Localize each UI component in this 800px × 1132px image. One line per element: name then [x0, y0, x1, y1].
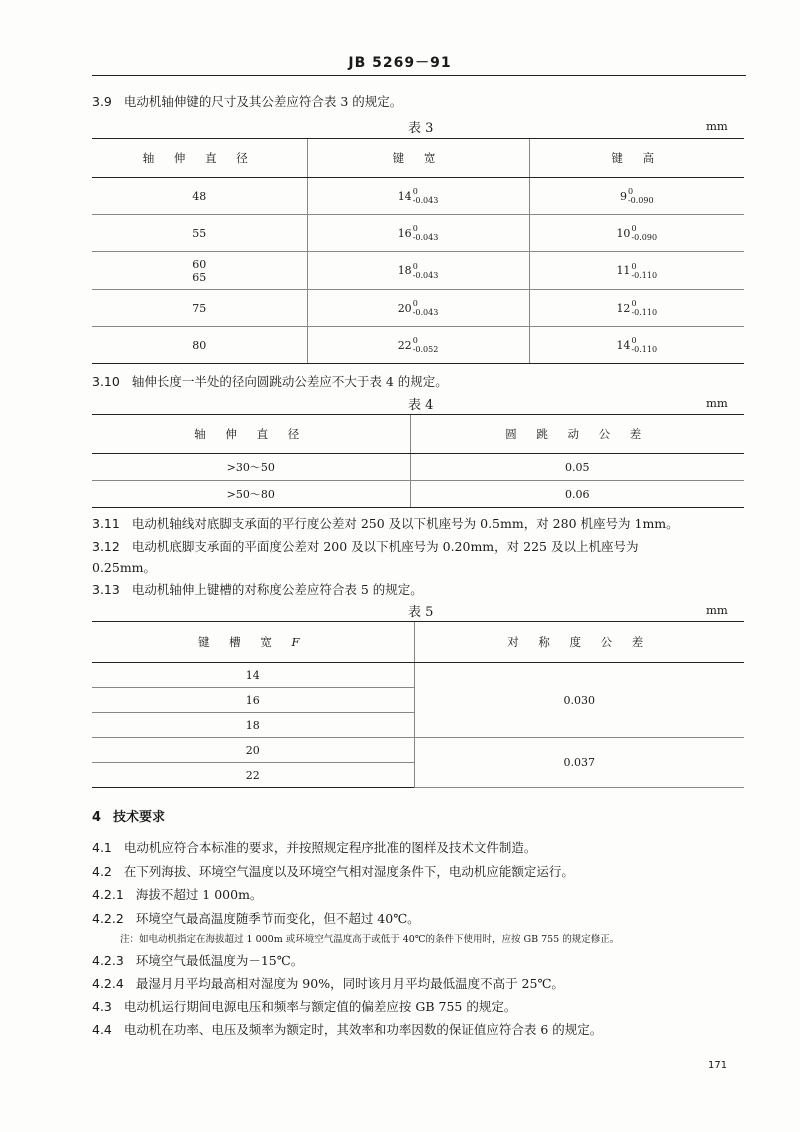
clause-3-12-cont: 0.25mm。	[92, 560, 157, 575]
tolerance-cell: 0.05	[410, 454, 744, 481]
table-row	[92, 481, 744, 508]
diameter-cell: 48	[92, 178, 307, 215]
table-row	[92, 178, 744, 215]
table3-caption: 表 3	[408, 121, 434, 136]
clause-3-13	[92, 580, 423, 598]
key-height-cell: 12 0 -0.110	[529, 290, 744, 327]
key-width-cell: 20 0 -0.043	[307, 290, 529, 327]
clause-number: 3.11	[92, 516, 120, 531]
table4-unit: mm	[706, 396, 728, 410]
clause-4-3: 4.3 电动机运行期间电源电压和频率与额定值的偏差应按 GB 755 的规定。	[92, 999, 517, 1014]
header-rule	[92, 75, 746, 76]
diameter-cell: 60 65	[92, 252, 307, 290]
keyway-width-cell: 18	[92, 713, 414, 738]
table-row	[92, 327, 744, 364]
clause-4-4: 4.4 电动机在功率、电压及频率为额定时，其效率和功率因数的保证值应符合表 6 的规定。	[92, 1022, 603, 1037]
table3-unit: mm	[706, 119, 728, 133]
table5-header-row	[92, 622, 744, 663]
diameter-cell: >30～50	[92, 454, 410, 481]
keyway-width-cell: 14	[92, 663, 414, 688]
clause-number: 3.10	[92, 374, 120, 389]
table-row	[92, 738, 744, 763]
table3-header-row	[92, 139, 744, 178]
table-row	[92, 290, 744, 327]
clause-3-12	[92, 537, 638, 555]
table-row	[92, 454, 744, 481]
table4-header-row	[92, 415, 744, 454]
table4-caption: 表 4	[408, 398, 434, 413]
key-height-cell: 10 0 -0.090	[529, 215, 744, 252]
table-row	[92, 215, 744, 252]
table4	[92, 414, 744, 508]
key-height-cell: 11 0 -0.110	[529, 252, 744, 290]
clause-text: 轴伸长度一半处的径向圆跳动公差应不大于表 4 的规定。	[131, 374, 448, 389]
clause-4-2: 4.2 在下列海拔、环境空气温度以及环境空气相对湿度条件下，电动机应能额定运行。	[92, 864, 574, 879]
table5-unit: mm	[706, 603, 728, 617]
table-row	[92, 663, 744, 688]
clause-number: 3.9	[92, 94, 112, 109]
col-header-key-width: 键 宽	[307, 139, 529, 178]
diameter-cell: 55	[92, 215, 307, 252]
clause-4-2-2: 4.2.2 环境空气最高温度随季节而变化，但不超过 40℃。	[92, 911, 420, 926]
table3	[92, 138, 744, 364]
symmetry-tolerance-cell: 0.030	[414, 663, 744, 738]
diameter-cell: 80	[92, 327, 307, 364]
clause-text: 电动机轴伸键的尺寸及其公差应符合表 3 的规定。	[123, 94, 403, 109]
keyway-width-cell: 16	[92, 688, 414, 713]
clause-text: 电动机轴伸上键槽的对称度公差应符合表 5 的规定。	[131, 582, 423, 597]
table-row	[92, 252, 744, 290]
col-header-symmetry: 对 称 度 公 差	[414, 622, 744, 663]
clause-3-11	[92, 514, 679, 532]
tolerance-cell: 0.06	[410, 481, 744, 508]
table5	[92, 621, 744, 788]
col-header-key-height: 键 高	[529, 139, 744, 178]
key-width-cell: 18 0 -0.043	[307, 252, 529, 290]
standard-header: JB 5269－91	[348, 55, 452, 71]
diameter-cell: 75	[92, 290, 307, 327]
clause-text: 电动机底脚支承面的平面度公差对 200 及以下机座号为 0.20mm，对 225 及以上机座号为	[131, 539, 639, 554]
clause-4-2-3: 4.2.3 环境空气最低温度为－15℃。	[92, 953, 304, 968]
key-width-cell: 16 0 -0.043	[307, 215, 529, 252]
clause-4-1: 4.1 电动机应符合本标准的要求，并按照规定程序批准的图样及技术文件制造。	[92, 840, 537, 855]
diameter-cell: >50～80	[92, 481, 410, 508]
clause-text: 电动机轴线对底脚支承面的平行度公差对 250 及以下机座号为 0.5mm，对 280 机座号为 1mm。	[131, 516, 679, 531]
clause-4-2-1: 4.2.1 海拔不超过 1 000m。	[92, 887, 263, 902]
col-header-keyway-width: 键 槽 宽 F	[92, 622, 414, 663]
keyway-width-cell: 20	[92, 738, 414, 763]
note: 注：如电动机指定在海拔超过 1 000m 或环境空气温度高于或低于 40℃的条件下使用时，应按 GB 755 的规定修正。	[120, 934, 620, 945]
key-width-cell: 14 0 -0.043	[307, 178, 529, 215]
section-4-heading: 4 技术要求	[92, 810, 166, 825]
symmetry-tolerance-cell: 0.037	[414, 738, 744, 788]
clause-number: 3.13	[92, 582, 120, 597]
key-height-cell: 14 0 -0.110	[529, 327, 744, 364]
clause-number: 3.12	[92, 539, 120, 554]
col-header-diameter: 轴 伸 直 径	[92, 139, 307, 178]
page-number: 171	[708, 1060, 728, 1071]
keyway-width-cell: 22	[92, 763, 414, 788]
col-header-runout: 圆 跳 动 公 差	[410, 415, 744, 454]
table5-caption: 表 5	[408, 605, 434, 620]
clause-3-9	[92, 92, 402, 110]
clause-4-2-4: 4.2.4 最湿月月平均最高相对湿度为 90%，同时该月月平均最低温度不高于 25℃。	[92, 976, 564, 991]
key-width-cell: 22 0 -0.052	[307, 327, 529, 364]
key-height-cell: 9 0 -0.090	[529, 178, 744, 215]
clause-3-10	[92, 372, 448, 390]
col-header-diameter: 轴 伸 直 径	[92, 415, 410, 454]
